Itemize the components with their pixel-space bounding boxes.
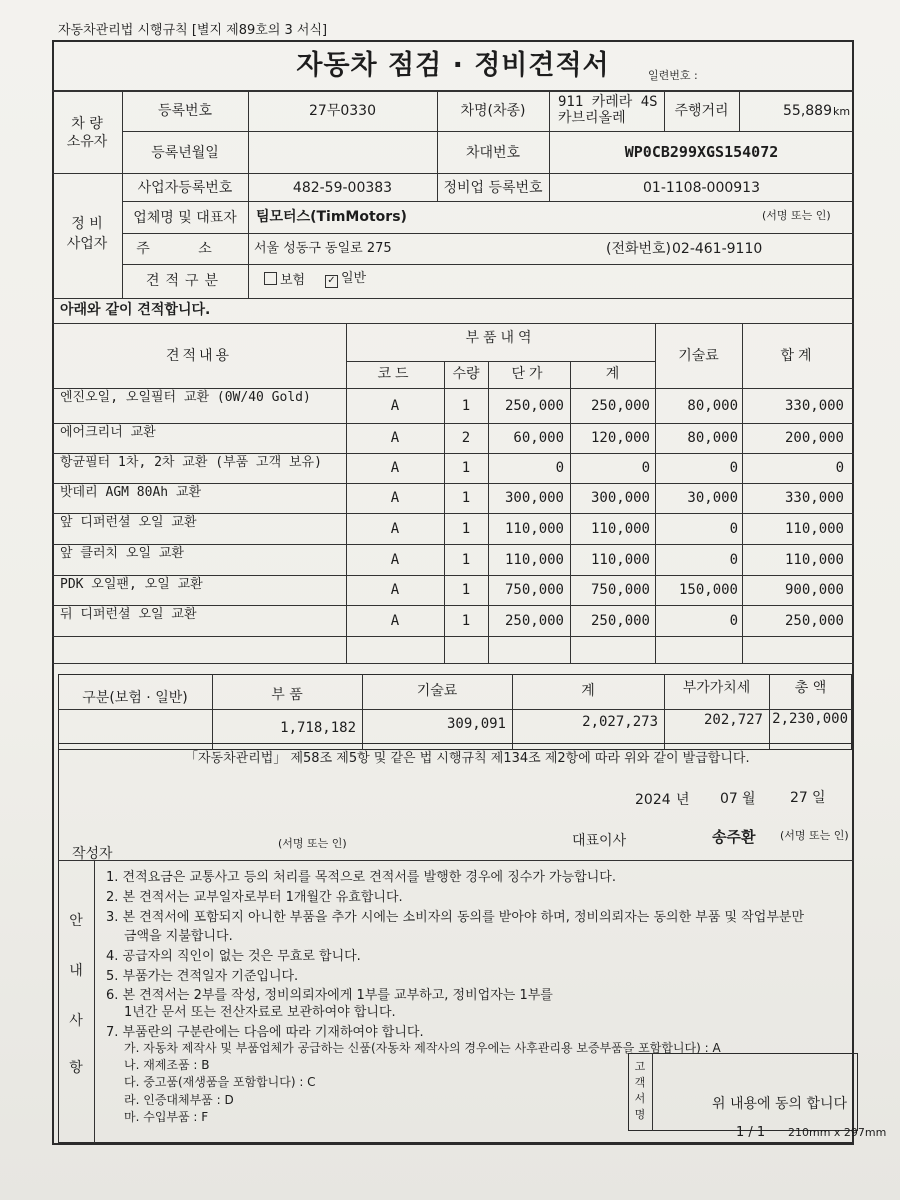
biz-no-value: 482-59-00383: [292, 180, 393, 196]
note-line: 라. 인증대체부품 : D: [124, 1093, 234, 1107]
note-line: 7. 부품란의 구분란에는 다음에 따라 기재하여야 합니다.: [106, 1025, 424, 1040]
item-description: 밧데리 AGM 80Ah 교환: [60, 485, 202, 500]
item-qty: 1: [461, 490, 471, 506]
agree-text: 위 내용에 동의 합니다: [712, 1096, 848, 1112]
item-description: 앞 클러치 오일 교환: [60, 546, 184, 561]
col-qty: 수량: [452, 366, 480, 382]
shop-reg-label: 정비업 등록번호: [443, 180, 543, 196]
divider: [52, 483, 854, 484]
summary-grand-value: 2,230,000: [772, 711, 848, 727]
item-labor: 150,000: [678, 582, 738, 598]
item-code: A: [390, 582, 400, 598]
type-general-option[interactable]: [325, 272, 366, 288]
item-qty: 1: [461, 398, 471, 414]
customer-label-2: 객: [634, 1076, 646, 1089]
divider: [52, 575, 854, 576]
item-unit: 60,000: [513, 430, 564, 446]
ceo-sign-note: (서명 또는 인): [780, 829, 849, 842]
guide-label-4: 항: [69, 1060, 83, 1076]
note-line: 금액을 지불합니다.: [124, 929, 233, 944]
item-qty: 1: [461, 521, 471, 537]
divider: [122, 233, 854, 234]
divider: [52, 663, 854, 664]
item-sub: 750,000: [590, 582, 650, 598]
divider: [52, 173, 854, 174]
customer-label-1: 고: [634, 1060, 646, 1073]
divider: [346, 361, 655, 362]
car-name-line-2: 카브리올레: [558, 110, 626, 126]
note-line: 1년간 문서 또는 전산자료로 보관하여야 합니다.: [124, 1005, 396, 1020]
summary-sum-label: 계: [581, 683, 595, 699]
item-description: 뒤 디퍼런셜 오일 교환: [60, 607, 197, 622]
mileage-value: 55,889: [783, 103, 832, 119]
item-code: A: [390, 398, 400, 414]
item-total: 110,000: [784, 521, 844, 537]
type-general-text: 일반: [341, 271, 367, 286]
guide-label-2: 내: [69, 963, 83, 979]
summary-sum-value: 2,027,273: [582, 714, 658, 730]
mileage-label: 주행거리: [674, 103, 729, 119]
item-code: A: [390, 613, 400, 629]
shop-section-label-2: 사업자: [66, 236, 108, 252]
item-description: 엔진오일, 오일필터 교환 (0W/40 Gold): [60, 390, 311, 405]
item-labor: 80,000: [687, 398, 738, 414]
item-qty: 1: [461, 552, 471, 568]
page-title: 자동차 점검 · 정비견적서: [296, 50, 610, 81]
reg-no-value: 27무0330: [309, 103, 376, 119]
phone-value: 02-461-9110: [672, 241, 763, 257]
note-line: 가. 자동차 제작사 및 부품업체가 공급하는 신품(자동차 제작사의 경우에는 사후관리용 보증부품을 포함합니다) : A: [124, 1041, 721, 1055]
address-label: 주 소: [136, 241, 234, 257]
divider: [58, 709, 852, 710]
shop-reg-value: 01-1108-000913: [643, 180, 760, 196]
shop-name-value: 팀모터스(TimMotors): [256, 209, 407, 225]
date-day: 27: [790, 790, 808, 806]
item-unit: 110,000: [504, 552, 564, 568]
shop-name-label: 업체명 및 대표자: [133, 210, 237, 226]
col-unit-price: 단가: [511, 366, 547, 382]
item-labor: 0: [729, 521, 738, 537]
item-total: 250,000: [784, 613, 844, 629]
estimate-intro: 아래와 같이 견적합니다.: [60, 302, 211, 318]
note-line: 6. 본 견적서는 2부를 작성, 정비의뢰자에게 1부를 교부하고, 정비업자는 1부를: [106, 988, 553, 1003]
col-code: 코드: [377, 366, 413, 382]
note-line: 다. 중고품(재생품을 포함합니다) : C: [124, 1075, 316, 1089]
reg-date-label: 등록년월일: [151, 145, 219, 161]
summary-labor-value: 309,091: [446, 716, 506, 732]
vin-value: WP0CB299XGS154072: [624, 143, 779, 161]
item-code: A: [390, 490, 400, 506]
col-description: 견적내용: [165, 348, 233, 364]
item-labor: 30,000: [687, 490, 738, 506]
note-line: 4. 공급자의 직인이 없는 것은 무효로 합니다.: [106, 949, 361, 964]
car-name-line-1: 911 카레라 4S: [558, 94, 658, 110]
address-value: 서울 성동구 동일로 275: [254, 241, 392, 256]
shop-section-label-1: 정 비: [71, 216, 103, 232]
summary-vat-label: 부가가치세: [682, 680, 751, 696]
item-sub: 300,000: [590, 490, 650, 506]
item-code: A: [390, 552, 400, 568]
summary-parts-value: 1,718,182: [280, 720, 356, 736]
divider: [52, 605, 854, 606]
item-description: 에어크리너 교환: [60, 425, 156, 440]
divider: [212, 674, 213, 750]
divider: [52, 298, 854, 299]
item-unit: 250,000: [504, 398, 564, 414]
note-line: 2. 본 견적서는 교부일자로부터 1개월간 유효합니다.: [106, 890, 403, 905]
item-unit: 300,000: [504, 490, 564, 506]
summary-labor-label: 기술료: [416, 683, 458, 699]
divider: [52, 636, 854, 637]
customer-label-4: 명: [634, 1108, 646, 1121]
col-subtotal: 계: [605, 366, 620, 382]
summary-vat-value: 202,727: [703, 712, 763, 728]
divider: [652, 1053, 653, 1131]
type-insurance-text: 보험: [280, 273, 306, 288]
item-labor: 0: [729, 460, 738, 476]
item-labor: 0: [729, 552, 738, 568]
item-sub: 0: [641, 460, 650, 476]
item-qty: 1: [461, 460, 471, 476]
mileage-unit: km: [833, 105, 851, 118]
summary-type-label: 구분(보험 · 일반): [82, 690, 188, 706]
note-line: 5. 부품가는 견적일자 기준입니다.: [106, 969, 299, 984]
paper-size: 210mm x 297mm: [788, 1126, 887, 1139]
car-name-label: 차명(차종): [460, 103, 526, 119]
item-sub: 120,000: [590, 430, 650, 446]
col-total: 합계: [780, 348, 816, 364]
biz-no-label: 사업자등록번호: [137, 180, 233, 196]
item-sub: 250,000: [590, 398, 650, 414]
item-qty: 1: [461, 582, 471, 598]
item-description: 앞 디퍼런셜 오일 교환: [60, 515, 197, 530]
item-code: A: [390, 521, 400, 537]
divider: [122, 201, 854, 202]
note-line: 1. 견적요금은 교통사고 등의 처리를 목적으로 견적서를 발행한 경우에 징수가 가능합니다.: [106, 870, 616, 885]
item-description: 항균필터 1차, 2차 교환 (부품 고객 보유): [60, 455, 322, 470]
divider: [94, 860, 95, 1143]
writer-sign-note: (서명 또는 인): [278, 837, 347, 850]
item-labor: 80,000: [687, 430, 738, 446]
item-total: 330,000: [784, 490, 844, 506]
divider: [52, 423, 854, 424]
date-month: 07: [720, 791, 738, 807]
divider: [122, 264, 854, 265]
insurance-checkbox[interactable]: [264, 272, 277, 285]
customer-sign-box: [628, 1053, 858, 1131]
type-insurance-option[interactable]: [264, 272, 305, 289]
item-unit: 0: [555, 460, 564, 476]
phone-label: (전화번호): [606, 241, 672, 257]
divider: [58, 860, 854, 861]
item-total: 110,000: [784, 552, 844, 568]
item-sub: 250,000: [590, 613, 650, 629]
item-code: A: [390, 460, 400, 476]
ceo-name: 송주환: [712, 828, 756, 846]
item-unit: 250,000: [504, 613, 564, 629]
item-code: A: [390, 430, 400, 446]
divider: [52, 388, 854, 389]
form-reference: 자동차관리법 시행규칙 [별지 제89호의 3 서식]: [58, 23, 328, 38]
date-year-label: 년: [676, 792, 690, 808]
item-total: 330,000: [784, 398, 844, 414]
summary-grand-label: 총 액: [794, 680, 827, 696]
note-line: 3. 본 견적서에 포함되지 아니한 부품을 추가 시에는 소비자의 동의를 받아야 하며, 정비의뢰자는 동의한 부품 및 작업부분만: [106, 910, 804, 925]
col-parts: 부품내역: [465, 330, 536, 346]
legal-text: 「자동차관리법」 제58조 제5항 및 같은 법 시행규칙 제134조 제2항에 따라 위와 같이 발급합니다.: [185, 751, 750, 766]
writer-label: 작성자: [72, 846, 113, 862]
item-unit: 110,000: [504, 521, 564, 537]
item-sub: 110,000: [590, 552, 650, 568]
summary-parts-label: 부 품: [271, 687, 303, 703]
reg-no-label: 등록번호: [157, 103, 213, 119]
divider: [52, 544, 854, 545]
date-year: 2024: [635, 792, 671, 808]
item-qty: 1: [461, 613, 471, 629]
ceo-label: 대표이사: [572, 833, 627, 849]
item-qty: 2: [461, 430, 471, 446]
guide-label-1: 안: [69, 913, 83, 929]
item-sub: 110,000: [590, 521, 650, 537]
date-day-label: 일: [812, 790, 826, 806]
estimate-type-label: 견적구분: [145, 273, 225, 289]
customer-label-3: 서: [634, 1092, 646, 1105]
guide-label-3: 사: [69, 1013, 83, 1029]
divider: [52, 513, 854, 514]
divider: [52, 90, 854, 92]
item-total: 0: [835, 460, 844, 476]
general-checkbox[interactable]: ✓: [325, 275, 338, 288]
note-line: 나. 재제조품 : B: [124, 1058, 210, 1072]
item-description: PDK 오일팬, 오일 교환: [60, 577, 203, 592]
divider: [52, 453, 854, 454]
vin-label: 차대번호: [465, 145, 521, 161]
divider: [52, 323, 854, 324]
vehicle-section-label-2: 소유자: [66, 134, 108, 150]
item-labor: 0: [729, 613, 738, 629]
col-labor: 기술료: [678, 348, 719, 364]
note-line: 마. 수입부품 : F: [124, 1110, 209, 1124]
item-unit: 750,000: [504, 582, 564, 598]
vehicle-section-label-1: 차 량: [71, 116, 103, 132]
divider: [739, 90, 740, 131]
serial-number-label: 일련번호 :: [648, 69, 698, 82]
divider: [122, 131, 854, 132]
date-month-label: 월: [742, 791, 756, 807]
page-number: 1 / 1: [736, 1125, 766, 1140]
item-total: 200,000: [784, 430, 844, 446]
shop-sign-note: (서명 또는 인): [762, 209, 831, 222]
item-total: 900,000: [784, 582, 844, 598]
